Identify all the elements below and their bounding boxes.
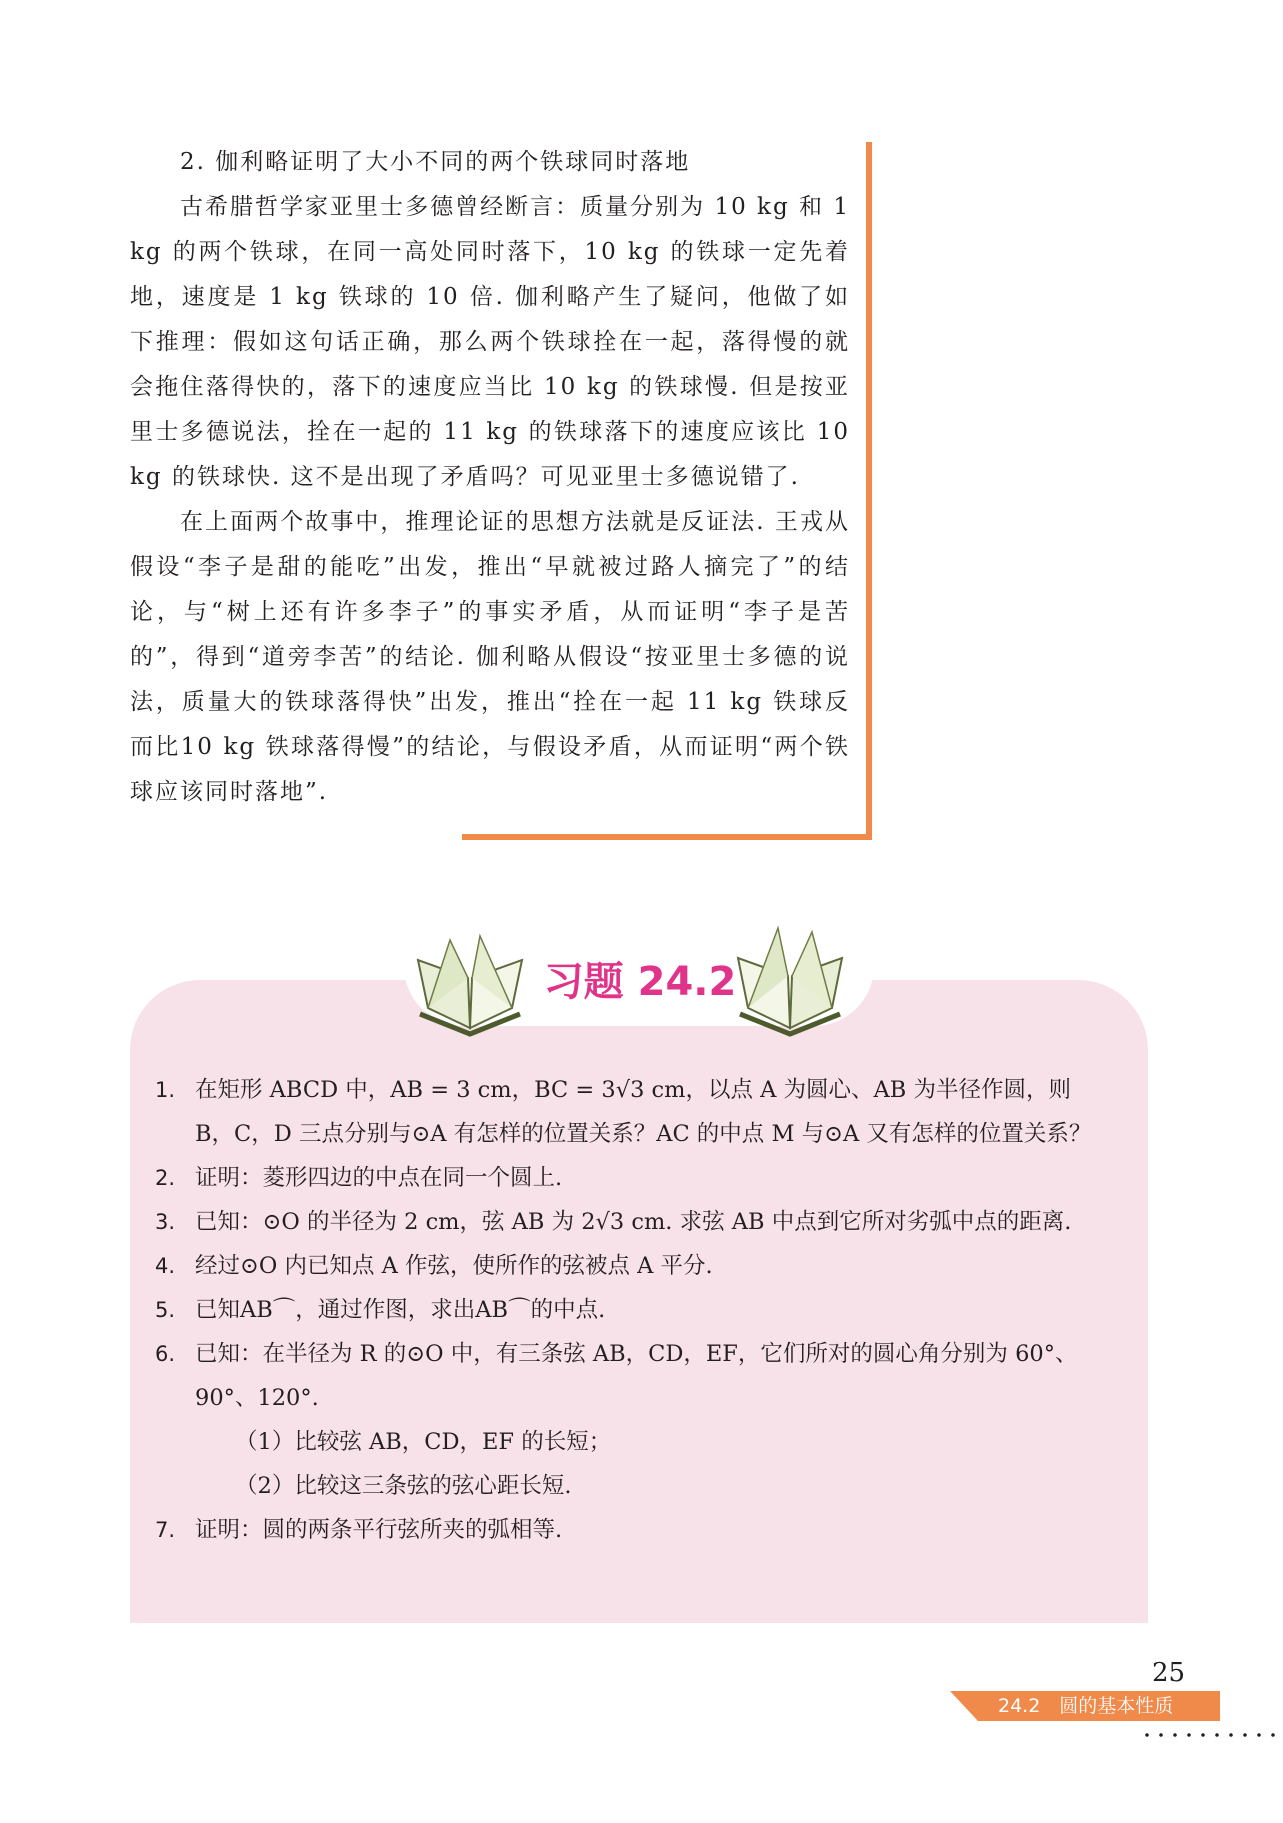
exercise-text: 已知：⊙O 的半径为 2 cm，弦 AB 为 2√3 cm. 求弦 AB 中点到它所对劣弧中点的距离. (195, 1209, 1072, 1235)
passage-heading: 2. 伽利略证明了大小不同的两个铁球同时落地 (180, 149, 691, 175)
exercise-number: 4. (155, 1254, 176, 1278)
exercise-number: 6. (155, 1342, 176, 1366)
exercise-subitem: （1）比较弦 AB，CD，EF 的长短； (235, 1429, 612, 1455)
exercise-item (155, 1068, 1115, 1156)
exercise-number: 7. (155, 1518, 176, 1542)
exercise-item (155, 1244, 1115, 1288)
exercise-text: 经过⊙O 内已知点 A 作弦，使所作的弦被点 A 平分. (195, 1253, 713, 1279)
exercise-text: 已知：在半径为 R 的⊙O 中，有三条弦 AB，CD，EF，它们所对的圆心角分别为 60°、90°、120°. (195, 1341, 1078, 1411)
exercise-item (155, 1508, 1115, 1552)
exercise-subitem: （2）比较这三条弦的弦心距长短. (235, 1473, 572, 1499)
passage-paragraph: 在上面两个故事中，推理论证的思想方法就是反证法. 王戎从假设“李子是甜的能吃”出发，推出“早就被过路人摘完了”的结论，与“树上还有许多李子”的事实矛盾，从而证明“李子是苦的”，得到“道旁李苦”的结论. 伽利略从假设“按亚里士多德的说法，质量大的铁球落得快”出发，推出“拴在一起 11 kg 铁球反而比10 kg 铁球落得慢”的结论，与假设矛盾，从而证明“两个铁球应该同时落地”. (130, 509, 850, 805)
section-label: 24.2 圆的基本性质 (998, 1695, 1174, 1717)
exercise-item (155, 1200, 1115, 1244)
exercise-text: 已知AB⌒，通过作图，求出AB⌒的中点. (195, 1297, 606, 1323)
page-number: 25 (1152, 1658, 1186, 1688)
passage-frame-bottom (462, 834, 872, 840)
exercise-item (155, 1332, 1115, 1508)
exercise-number: 2. (155, 1166, 176, 1190)
exercise-title: 习题 24.2 (543, 959, 737, 1005)
exercise-text: 证明：菱形四边的中点在同一个圆上. (195, 1165, 563, 1191)
exercise-number: 3. (155, 1210, 176, 1234)
passage-paragraph: 古希腊哲学家亚里士多德曾经断言：质量分别为 10 kg 和 1 kg 的两个铁球，在同一高处同时落下，10 kg 的铁球一定先着地，速度是 1 kg 铁球的 10 倍. 伽利略产生了疑问，他做了如下推理：假如这句话正确，那么两个铁球拴在一起，落得慢的就会拖住落得快的，落下的速度应当比 10 kg 的铁球慢. 但是按亚里士多德说法，拴在一起的 11 kg 的铁球落下的速度应该比 10 kg 的铁球快. 这不是出现了矛盾吗？可见亚里士多德说错了. (130, 194, 850, 490)
footer-dotted-rule (1140, 1733, 1280, 1737)
exercise-text: 在矩形 ABCD 中，AB = 3 cm，BC = 3√3 cm，以点 A 为圆心、AB 为半径作圆，则 B，C，D 三点分别与⊙A 有怎样的位置关系？AC 的中点 M 与⊙A 又有怎样的位置关系？ (195, 1077, 1092, 1147)
exercise-item (155, 1288, 1115, 1332)
open-book-icon (730, 920, 850, 1044)
exercise-number: 5. (155, 1298, 176, 1322)
exercise-item (155, 1156, 1115, 1200)
open-book-icon (410, 930, 530, 1044)
exercise-list (155, 1068, 1115, 1552)
passage-frame-right (866, 142, 872, 840)
exercise-number: 1. (155, 1078, 176, 1102)
reading-passage (130, 140, 850, 815)
exercise-text: 证明：圆的两条平行弦所夹的弧相等. (195, 1517, 563, 1543)
